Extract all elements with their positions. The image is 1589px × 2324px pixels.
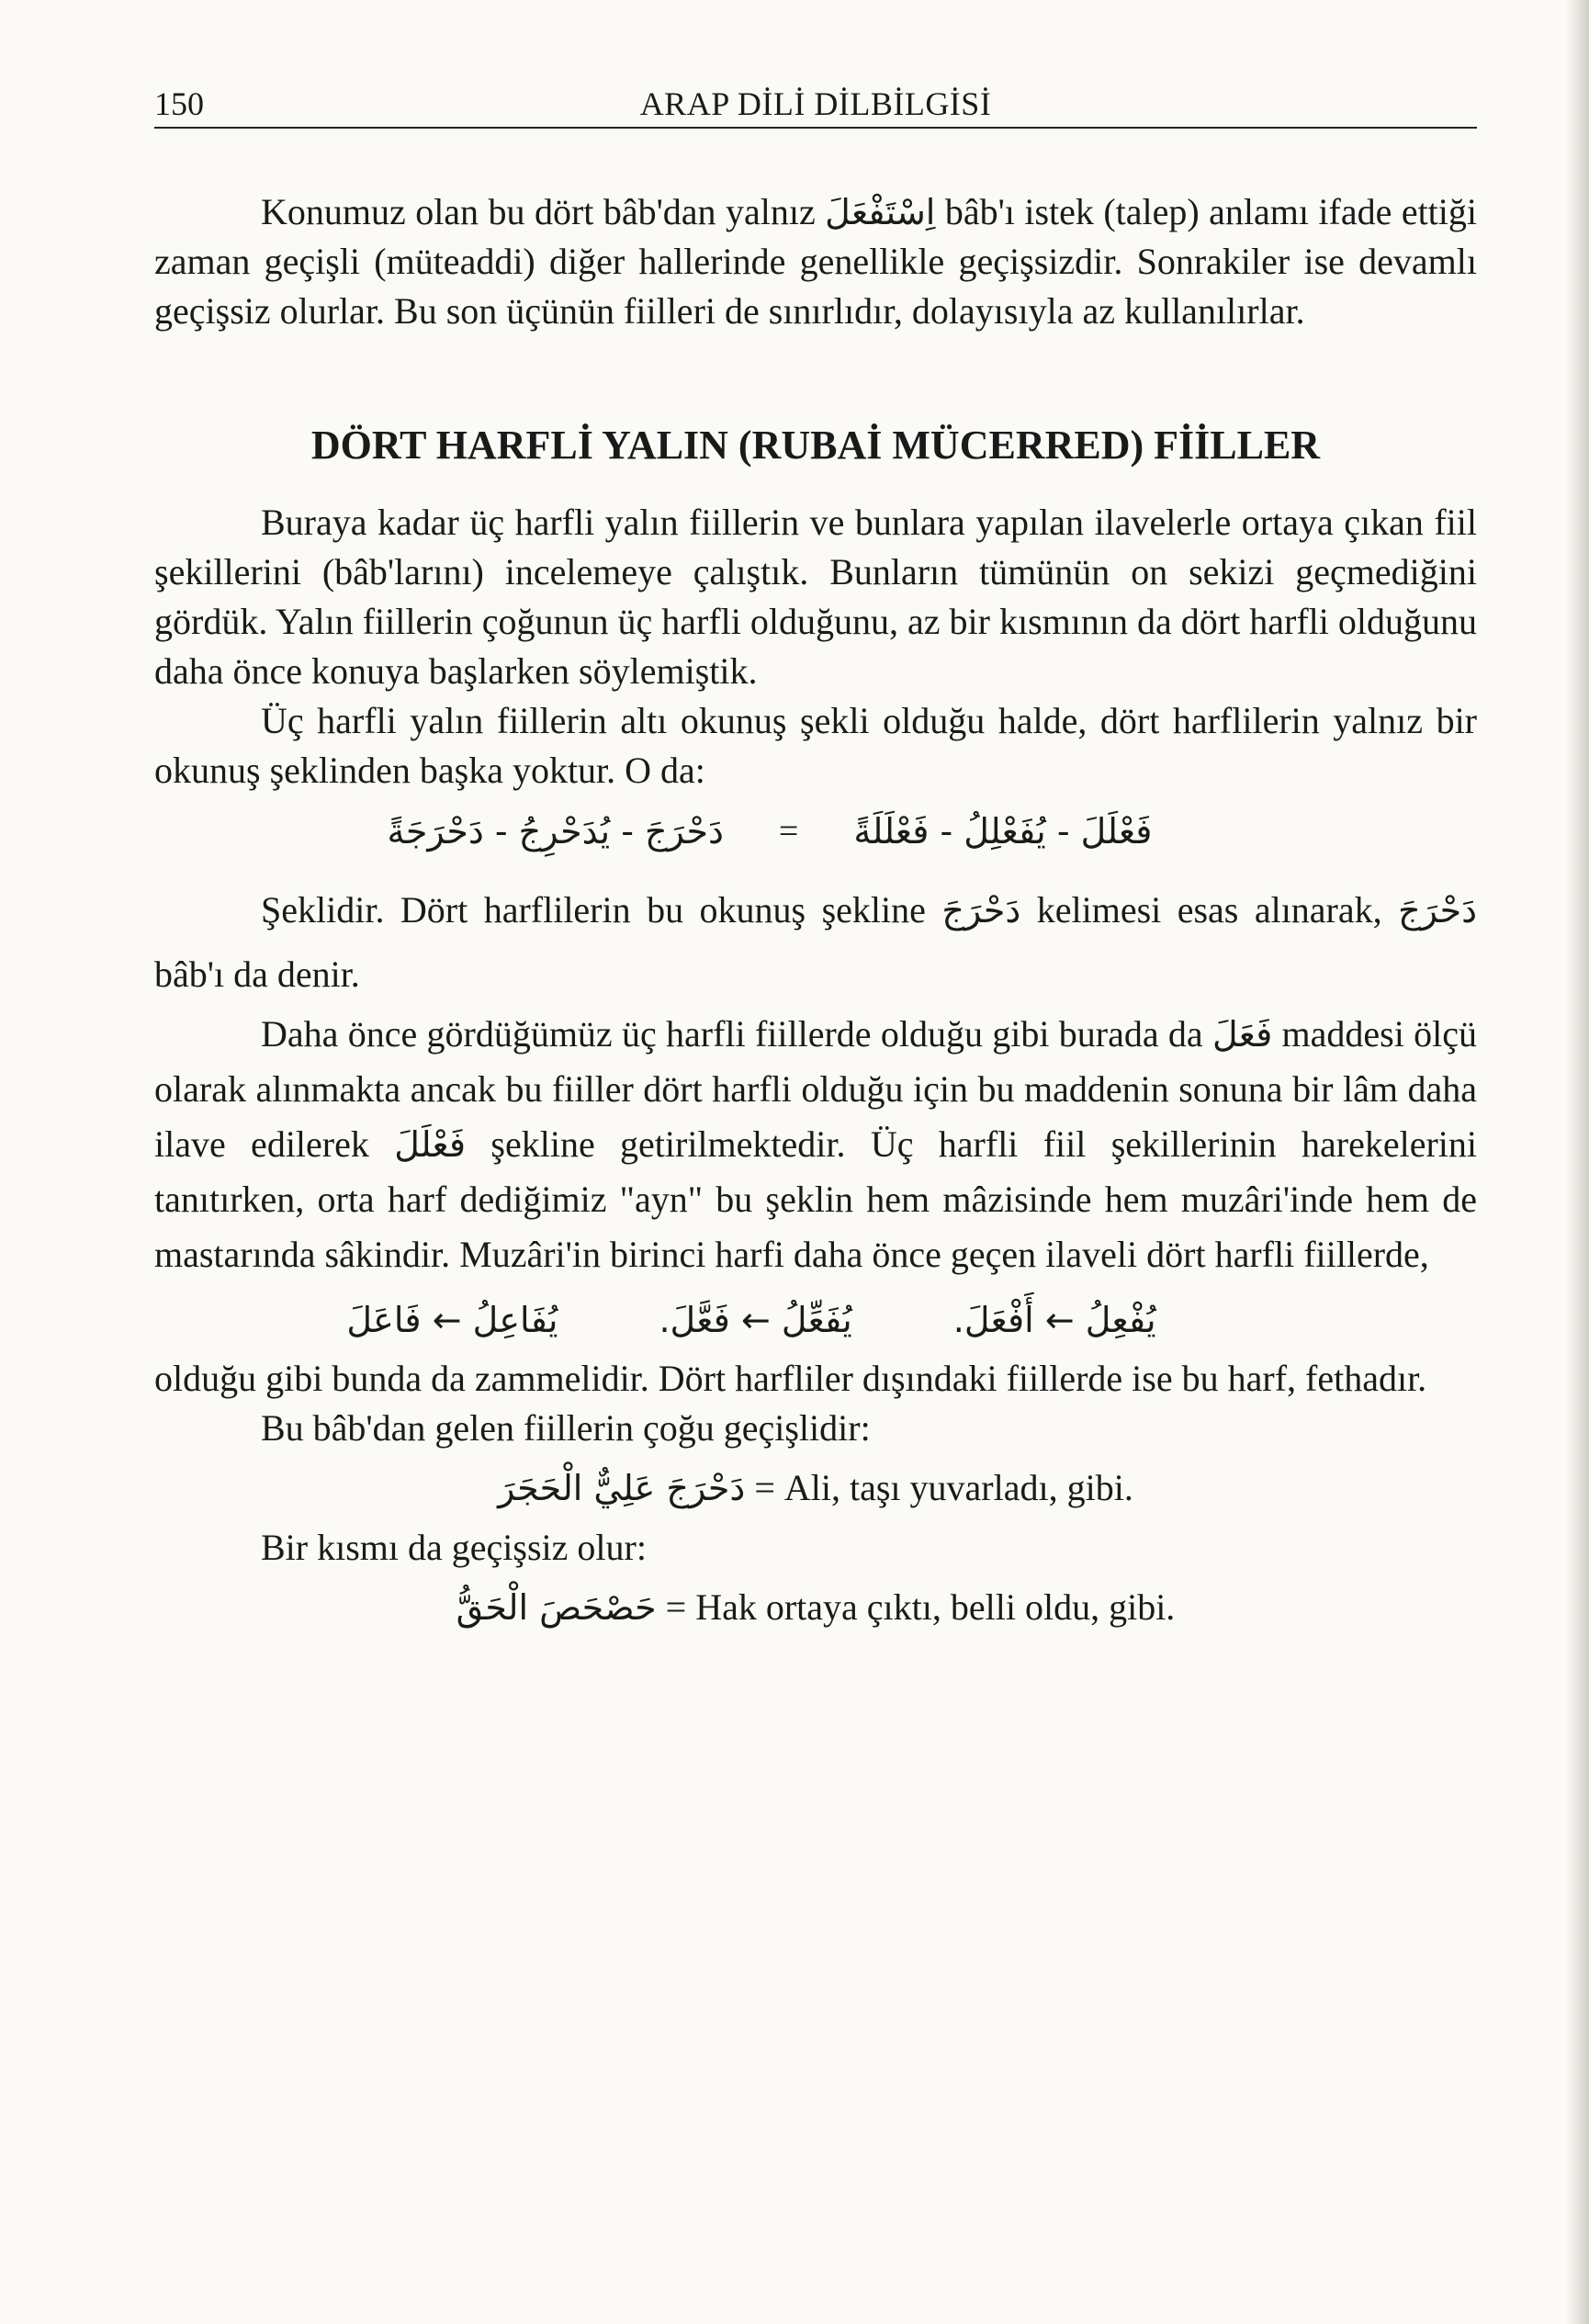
arrow-example-1-arrow: ← bbox=[1044, 1300, 1075, 1340]
paragraph-5 bbox=[154, 1007, 1477, 1282]
running-title: ARAP DİLİ DİLBİLGİSİ bbox=[639, 85, 992, 122]
arrow-example-3-muzari: يُفَاعِلُ bbox=[472, 1300, 558, 1340]
paragraph-8: Bir kısmı da geçişsiz olur: bbox=[261, 1527, 647, 1568]
arrow-example-3 bbox=[346, 1295, 558, 1345]
arabic-word-falala: فَعْلَلَ bbox=[394, 1124, 467, 1165]
paragraph-4-text-start: Şeklidir. Dört harflilerin bu okunuş şekline bbox=[261, 889, 926, 931]
paragraph-1-text-start: Konumuz olan bu dört bâb'dan yalnız bbox=[261, 191, 816, 232]
paragraph-5-text-middle: maddesi ölçü olarak alınmakta ancak bu fiiller dört harfli olduğu için bu maddenin sonuna bir lâm daha ilave edilerek bbox=[154, 1013, 1477, 1165]
paragraph-4-text-middle: kelimesi esas alınarak, bbox=[1036, 889, 1382, 931]
formula-equals: = bbox=[778, 812, 799, 851]
arrow-example-2-arrow: ← bbox=[740, 1300, 771, 1340]
rubai-formula bbox=[154, 807, 1477, 856]
paragraph-5-text-start: Daha önce gördüğümüz üç harfli fiillerde olduğu gibi burada da bbox=[261, 1013, 1203, 1055]
paragraph-3: Üç harfli yalın fiillerin altı okunuş şekli olduğu halde, dört harflilerin yalnız bir okunuş şeklinden başka yoktur. O da: bbox=[154, 700, 1477, 791]
section-heading: DÖRT HARFLİ YALIN (RUBAİ MÜCERRED) FİİLLER bbox=[310, 423, 1321, 468]
page-number: 150 bbox=[154, 85, 204, 122]
arrow-example-1-muzari: يُفْعِلُ bbox=[1085, 1300, 1156, 1340]
paragraph-5-text-end: şekline getirilmektedir. Üç harfli fiil şekillerinin harekelerini tanıtırken, orta harf dediğimiz "ayn" bu şeklin hem mâzisinde hem muzâri'inde hem de mastarında sâkindir. Muzâri'in birinci harfi daha önce geçen ilaveli dört harfli fiillerde, bbox=[154, 1123, 1478, 1275]
arrow-example-1 bbox=[953, 1295, 1156, 1345]
example-transitive-arabic: دَحْرَجَ عَلِيٌّ الْحَجَرَ bbox=[498, 1468, 746, 1508]
formula-example: دَحْرَجَ - يُدَحْرِجُ - دَحْرَجَةً bbox=[387, 811, 724, 852]
arrow-example-2 bbox=[659, 1295, 851, 1345]
arrow-example-3-arrow: ← bbox=[432, 1300, 462, 1340]
arabic-word-faala: فَعَلَ bbox=[1211, 1014, 1273, 1055]
arabic-word-dahraca-2: دَحْرَجَ bbox=[1398, 890, 1478, 931]
paragraph-6: olduğu gibi bunda da zammelidir. Dört harfliler dışındaki fiillerde ise bu harf, fethadır. bbox=[154, 1358, 1427, 1399]
paragraph-4-text-end: bâb'ı da denir. bbox=[154, 953, 360, 995]
example-transitive bbox=[154, 1461, 1477, 1516]
paragraph-1-text-end: bâb'ı istek (talep) anlamı ifade ettiği zaman geçişli (müteaddi) diğer hallerinde genellikle geçişsizdir. Sonrakiler ise devamlı geçişsiz olurlar. Bu son üçünün fiilleri de sınırlıdır, dolayısıyla az kullanılırlar. bbox=[154, 191, 1478, 332]
paragraph-2: Buraya kadar üç harfli yalın fiillerin ve bunlara yapılan ilavelerle ortaya çıkan fiil şekillerini (bâb'larını) incelemeye çalıştık. Bunların tümünün on sekizi geçmediğini gördük. Yalın fiillerin çoğunun üç harfli olduğunu, az bir kısmının da dört harfli olduğunu daha önce konuya başlarken söylemiştik. bbox=[154, 502, 1477, 692]
arrow-example-2-muzari: يُفَعِّلُ bbox=[781, 1300, 852, 1340]
example-intransitive-arabic: حَصْحَصَ الْحَقُّ bbox=[456, 1587, 657, 1628]
example-intransitive-translation: = Hak ortaya çıktı, belli oldu, gibi. bbox=[665, 1586, 1176, 1628]
muzari-examples bbox=[154, 1295, 1477, 1345]
paragraph-4 bbox=[154, 878, 1477, 1007]
example-intransitive bbox=[154, 1580, 1477, 1635]
arabic-word-istafala: اِسْتَفْعَلَ bbox=[825, 192, 936, 232]
arrow-example-3-madi: فَاعَلَ bbox=[346, 1300, 422, 1340]
paragraph-7: Bu bâb'dan gelen fiillerin çoğu geçişlidir: bbox=[261, 1407, 871, 1449]
paragraph-1 bbox=[154, 187, 1477, 336]
arrow-example-2-madi: فَعَّلَ. bbox=[659, 1300, 730, 1340]
page-content bbox=[154, 187, 1477, 1635]
book-page bbox=[154, 73, 1477, 2296]
arrow-example-1-madi: أَفْعَلَ. bbox=[952, 1300, 1034, 1340]
arabic-word-dahraca: دَحْرَجَ bbox=[941, 890, 1021, 931]
page-header bbox=[154, 73, 1477, 129]
formula-pattern: فَعْلَلَ - يُفَعْلِلُ - فَعْلَلَةً bbox=[853, 811, 1153, 852]
page-edge-shadow bbox=[1565, 0, 1589, 2324]
example-transitive-translation: = Ali, taşı yuvarladı, gibi. bbox=[754, 1467, 1133, 1508]
